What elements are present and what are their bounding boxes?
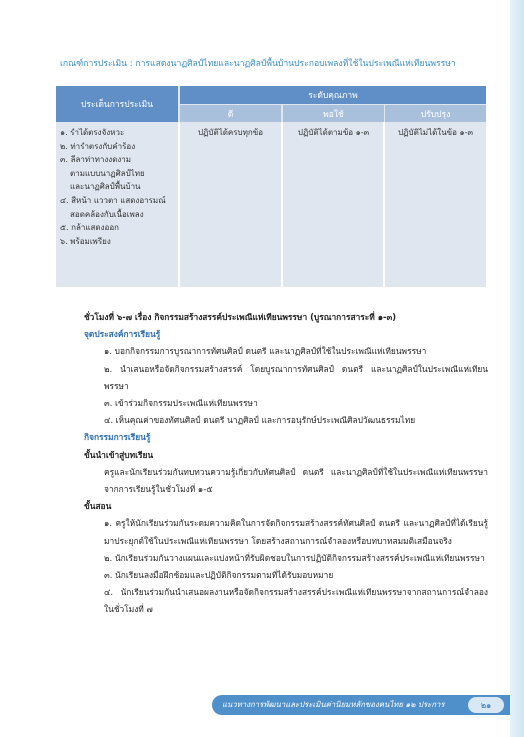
teaching-heading: ขั้นสอน [84, 501, 112, 512]
intro-heading: ขั้นนำเข้าสู่บทเรียน [84, 449, 154, 460]
criteria-item-continuation: สอดคล้องกับเนื้อเพลง [70, 209, 144, 219]
column-divider [281, 122, 283, 287]
objective-item: ๔. เห็นคุณค่าของทัศนศิลป์ ดนตรี นาฏศิลป์ และการอนุรักษ์ประเพณีศิลปวัฒนธรรมไทย [104, 415, 416, 426]
criteria-item: ๖. พร้อมเพรียง [60, 236, 111, 246]
criteria-item: ๓. ลีลาท่าทางงดงาม [60, 155, 132, 165]
teaching-step: ๑. ครูให้นักเรียนร่วมกันระดมความคิดในการจัดกิจกรรมสร้างสรรค์ทัศนศิลป์ ดนตรี และนาฏศิลป์ที่ได้เรียนรู้มาประยุกต์ใช้ในประเพณีแห่เทียนพรรษา โดยสร้างสถานการณ์จำลองหรือบทบาทสมมติเสมือนจริง [104, 518, 488, 546]
page-number: ๒๑ [468, 697, 504, 713]
objective-item: ๑. บอกกิจกรรมการบูรณาการทัศนศิลป์ ดนตรี และนาฏศิลป์ที่ใช้ในประเพณีแห่เทียนพรรษา [104, 346, 427, 357]
table-header-level: ระดับคุณภาพ [180, 86, 486, 104]
criteria-item: ๑. รำได้ตรงจังหวะ [60, 128, 125, 137]
teaching-step: ๔. นักเรียนร่วมกันนำเสนอผลงานหรือจัดกิจกรรมสร้างสรรค์ประเพณีแห่เทียนพรรษาจากสถานการณ์จำลอง ในชั่วโมงที่ ๗ [104, 587, 488, 615]
level-fair-header: พอใช้ [283, 105, 384, 122]
criteria-item: ๔. สีหน้า แววตา แสดงอารมณ์ [60, 195, 166, 205]
footer-title: แนวทางการพัฒนาและประเมินค่านิยมหลักของคนไทย ๑๒ ประการ [222, 700, 445, 709]
criteria-item: ๒. ท่ารำตรงกับคำร้อง [60, 141, 136, 151]
level-improve-header: ปรับปรุง [385, 105, 486, 122]
table-header-criteria: ประเด็นการประเมิน [56, 86, 178, 122]
criteria-list [60, 126, 180, 248]
teaching-step: ๓. นักเรียนลงมือฝึกซ้อมและปฏิบัติกิจกรรมตามที่ได้รับมอบหมาย [104, 570, 334, 581]
lesson-title: ชั่วโมงที่ ๖-๗ เรื่อง กิจกรรมสร้างสรรค์ประเพณีแห่เทียนพรรษา (บูรณาการสาระที่ ๑-๓) [84, 312, 397, 322]
level-good-description: ปฏิบัติได้ครบทุกข้อ [197, 128, 264, 137]
assessment-table [56, 86, 486, 287]
right-margin-band [510, 0, 524, 737]
objective-item: ๒. นำเสนอหรือจัดกิจกรรมสร้างสรรค์ โดยบูรณาการทัศนศิลป์ ดนตรี และนาฏศิลป์ในประเพณีแห่เทียนพรรษา [104, 363, 488, 391]
criteria-item-continuation: และนาฏศิลป์พื้นบ้าน [70, 182, 141, 192]
level-fair-description: ปฏิบัติได้ตามข้อ ๑-๓ [297, 128, 370, 137]
criteria-item-continuation: ตามแบบนาฏศิลป์ไทย [70, 168, 145, 178]
lesson-body [84, 309, 488, 619]
criteria-item: ๕. กล้าแสดงออก [60, 223, 119, 233]
objective-item: ๓. เข้าร่วมกิจกรรมประเพณีแห่เทียนพรรษา [104, 398, 258, 409]
column-divider [383, 122, 385, 287]
intro-text: ครูและนักเรียนร่วมกันทบทวนความรู้เกี่ยวกับทัศนศิลป์ ดนตรี และนาฏศิลป์ที่ใช้ในประเพณีแห่เทียนพรรษา จากการเรียนรู้ในชั่วโมงที่ ๑-๕ [104, 466, 488, 495]
level-good-header: ดี [180, 105, 281, 122]
level-improve-description: ปฏิบัติไม่ได้ในข้อ ๑-๓ [398, 128, 473, 137]
objectives-heading: จุดประสงค์การเรียนรู้ [84, 329, 161, 340]
activities-heading: กิจกรรมการเรียนรู้ [84, 432, 151, 443]
criteria-heading: เกณฑ์การประเมิน : การแสดงนาฏศิลป์ไทยและนาฏศิลป์พื้นบ้านประกอบเพลงที่ใช้ในประเพณีแห่เทียนพรรษา [60, 59, 456, 69]
teaching-step: ๒. นักเรียนร่วมกันวางแผนและแบ่งหน้าที่รับผิดชอบในการปฏิบัติกิจกรรมสร้างสรรค์ประเพณีแห่เทียนพรรษา [104, 552, 485, 563]
